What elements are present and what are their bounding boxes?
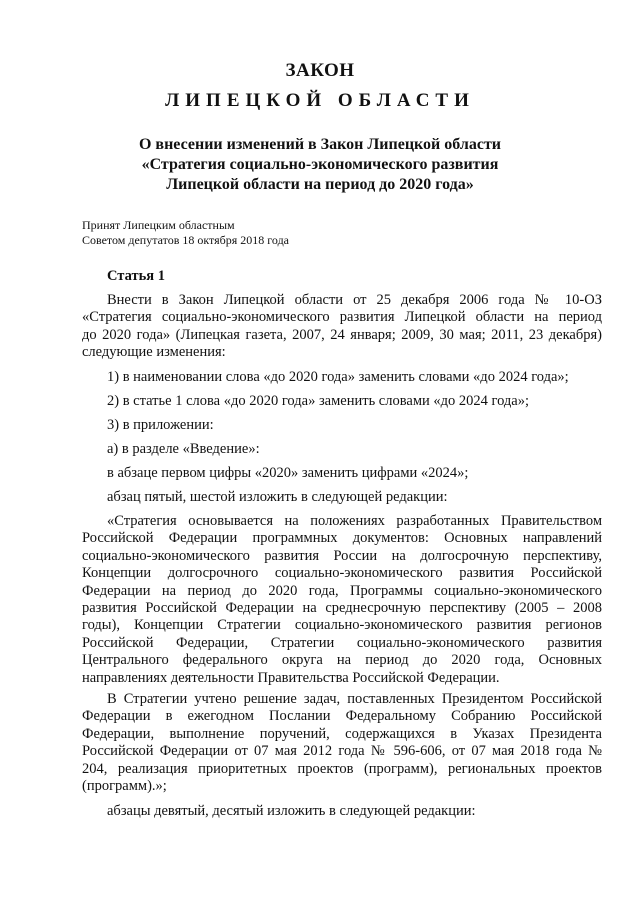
- paragraph-line: направлениях деятельности Правительства Российской Федерации.: [82, 669, 500, 686]
- paragraph-line: Центрального федерального округа на период до 2020 года, Основных: [82, 652, 602, 669]
- paragraph-line: следующие изменения:: [82, 344, 226, 361]
- subtitle-line: О внесении изменений в Закон Липецкой области: [138, 136, 502, 153]
- paragraph-line: В Стратегии учтено решение задач, поставленных Президентом Российской: [107, 691, 602, 707]
- region-title: ЛИПЕЦКОЙ ОБЛАСТИ: [165, 90, 475, 111]
- paragraph-line: Федерации на период до 2020 года, Программы социально-экономического: [82, 582, 602, 599]
- law-subtitle: [80, 135, 560, 195]
- law-title: ЗАКОН: [285, 60, 355, 81]
- list-item: 1) в наименовании слова «до 2020 года» заменить словами «до 2024 года»;: [107, 369, 569, 385]
- adoption-note: [82, 218, 289, 248]
- adoption-line: Принят Липецким областным: [82, 218, 235, 232]
- paragraph-line: годы), Концепции Стратегии социально-экономического развития регионов: [82, 617, 602, 634]
- list-item: 3) в приложении:: [107, 417, 214, 433]
- paragraph-line: Российской Федерации от 07 мая 2012 года № 596-606, от 07 мая 2018 года №: [82, 743, 602, 760]
- paragraph-line: Российской Федерации программных документов: Основных направлений: [82, 530, 602, 547]
- paragraph-line: 204, реализация приоритетных проектов (программ), региональных проектов: [82, 760, 602, 777]
- adoption-line: Советом депутатов 18 октября 2018 года: [82, 233, 289, 247]
- article-heading: Статья 1: [107, 268, 165, 284]
- paragraph-line: Российской Федерации, Стратегии социально-экономического развития: [82, 634, 602, 651]
- list-item: 2) в статье 1 слова «до 2020 года» заменить словами «до 2024 года»;: [107, 393, 530, 409]
- subtitle-line: Липецкой области на период до 2020 года»: [166, 176, 474, 193]
- list-item: абзацы девятый, десятый изложить в следующей редакции:: [107, 803, 476, 819]
- subtitle-line: «Стратегия социально-экономического развития: [141, 156, 499, 173]
- paragraph-line: (программ).»;: [82, 778, 167, 795]
- list-item: абзац пятый, шестой изложить в следующей редакции:: [107, 489, 448, 505]
- paragraph-line: до 2020 года» (Липецкая газета, 2007, 24 января; 2009, 30 мая; 2011, 23 декабря): [82, 326, 602, 343]
- paragraph-line: развития Российской Федерации на среднесрочную перспективу (2005 – 2008: [82, 600, 602, 617]
- paragraph-line: Концепции долгосрочного социально-экономического развития Российской: [82, 565, 602, 582]
- quote-paragraph: [82, 513, 602, 687]
- list-item: а) в разделе «Введение»:: [107, 441, 260, 457]
- paragraph-line: Внести в Закон Липецкой области от 25 декабря 2006 года № 10-ОЗ: [107, 292, 602, 308]
- quote-paragraph: [82, 691, 602, 795]
- paragraph-line: Федерации в ежегодном Послании Федеральному Собранию Российской: [82, 708, 602, 725]
- paragraph-line: «Стратегия социально-экономического развития Липецкой области на период: [82, 309, 602, 326]
- paragraph-line: «Стратегия основывается на положениях разработанных Правительством: [107, 513, 602, 529]
- paragraph-line: социально-экономического развития России на долгосрочную перспективу,: [82, 547, 602, 564]
- list-item: в абзаце первом цифры «2020» заменить цифрами «2024»;: [107, 465, 469, 481]
- paragraph-line: Федерации, выполнение поручений, содержащихся в Указах Президента: [82, 725, 602, 742]
- article-intro: [82, 292, 602, 362]
